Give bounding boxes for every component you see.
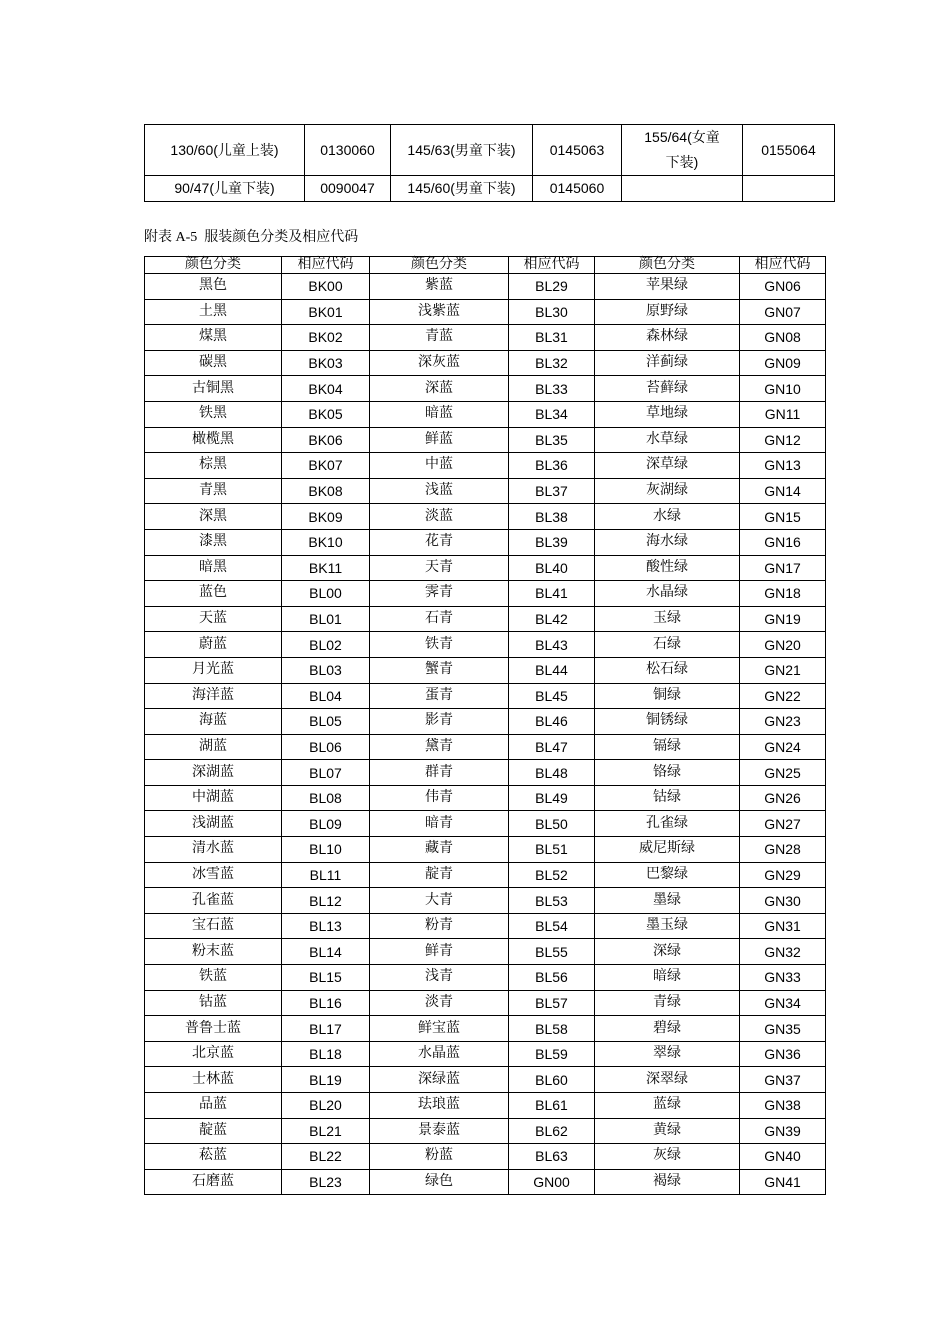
color-code-cell: BL54 (509, 913, 595, 939)
table-row (145, 1144, 826, 1170)
color-name-cell: 天青 (370, 555, 509, 581)
table-row (145, 657, 826, 683)
color-name-cell: 湖蓝 (145, 734, 282, 760)
table-row (145, 913, 826, 939)
color-code-cell: BK08 (282, 478, 370, 504)
color-code-cell: BL53 (509, 888, 595, 914)
color-code-cell: BL50 (509, 811, 595, 837)
color-code-cell: BL61 (509, 1093, 595, 1119)
table-row (145, 837, 826, 863)
color-name-cell: 蔚蓝 (145, 632, 282, 658)
color-code-cell: BL47 (509, 734, 595, 760)
color-name-cell: 原野绿 (595, 299, 740, 325)
table-row (145, 939, 826, 965)
color-code-cell: GN39 (740, 1118, 826, 1144)
color-name-cell: 浅湖蓝 (145, 811, 282, 837)
table-header-row (145, 257, 826, 274)
color-name-cell: 蓝色 (145, 581, 282, 607)
table-row (145, 1067, 826, 1093)
color-code-cell: BL00 (282, 581, 370, 607)
table-caption: 附表 A-5 服装颜色分类及相应代码 (144, 230, 359, 245)
color-name-cell: 士林蓝 (145, 1067, 282, 1093)
color-name-cell: 深湖蓝 (145, 760, 282, 786)
table-row (145, 376, 826, 402)
color-name-cell: 群青 (370, 760, 509, 786)
color-name-cell: 巴黎绿 (595, 862, 740, 888)
color-name-cell: 草地绿 (595, 401, 740, 427)
color-code-cell: GN36 (740, 1041, 826, 1067)
color-code-cell: GN34 (740, 990, 826, 1016)
color-code-cell: GN07 (740, 299, 826, 325)
color-name-cell: 藏青 (370, 837, 509, 863)
color-name-cell: 浅蓝 (370, 478, 509, 504)
color-code-cell: BL03 (282, 657, 370, 683)
color-code-cell: BL17 (282, 1016, 370, 1042)
color-code-cell: BL60 (509, 1067, 595, 1093)
color-name-cell: 水绿 (595, 504, 740, 530)
color-name-cell: 水草绿 (595, 427, 740, 453)
color-code-cell: BL34 (509, 401, 595, 427)
color-name-cell: 普鲁士蓝 (145, 1016, 282, 1042)
color-name-cell: 灰绿 (595, 1144, 740, 1170)
size-label-cell: 155/64(女童下装) (622, 125, 743, 176)
table-row (145, 401, 826, 427)
color-code-table (144, 256, 826, 1195)
color-code-cell: GN11 (740, 401, 826, 427)
color-code-cell: BL63 (509, 1144, 595, 1170)
color-name-cell: 铁蓝 (145, 965, 282, 991)
color-name-cell: 墨绿 (595, 888, 740, 914)
table-row (145, 990, 826, 1016)
color-name-cell: 古铜黑 (145, 376, 282, 402)
color-code-cell: BL22 (282, 1144, 370, 1170)
header-code: 相应代码 (282, 257, 370, 274)
table-row (145, 683, 826, 709)
color-name-cell: 碧绿 (595, 1016, 740, 1042)
color-code-cell: GN12 (740, 427, 826, 453)
color-name-cell: 洋蓟绿 (595, 350, 740, 376)
color-name-cell: 清水蓝 (145, 837, 282, 863)
color-code-cell: BL52 (509, 862, 595, 888)
color-code-cell: GN10 (740, 376, 826, 402)
color-code-cell: BK00 (282, 274, 370, 300)
color-name-cell: 大青 (370, 888, 509, 914)
table-row (145, 785, 826, 811)
size-label-cell: 90/47(儿童下装) (145, 176, 305, 202)
color-name-cell: 靛蓝 (145, 1118, 282, 1144)
color-name-cell: 深翠绿 (595, 1067, 740, 1093)
color-code-cell: BL10 (282, 837, 370, 863)
color-code-cell: BL58 (509, 1016, 595, 1042)
header-color-category: 颜色分类 (370, 257, 509, 274)
color-name-cell: 蓝绿 (595, 1093, 740, 1119)
color-code-cell: BL38 (509, 504, 595, 530)
table-row (145, 529, 826, 555)
color-code-cell: GN35 (740, 1016, 826, 1042)
color-name-cell: 钴绿 (595, 785, 740, 811)
table-row (145, 1093, 826, 1119)
color-name-cell: 墨玉绿 (595, 913, 740, 939)
table-row (145, 709, 826, 735)
table-row (145, 1041, 826, 1067)
color-name-cell: 苔藓绿 (595, 376, 740, 402)
color-name-cell: 青黑 (145, 478, 282, 504)
color-name-cell: 石磨蓝 (145, 1169, 282, 1195)
color-name-cell: 孔雀蓝 (145, 888, 282, 914)
color-name-cell: 暗黑 (145, 555, 282, 581)
color-code-cell: GN31 (740, 913, 826, 939)
color-code-cell: GN17 (740, 555, 826, 581)
size-code-cell: 0145060 (533, 176, 622, 202)
color-name-cell: 淡蓝 (370, 504, 509, 530)
color-code-cell: BK09 (282, 504, 370, 530)
color-name-cell: 松石绿 (595, 657, 740, 683)
color-name-cell: 蛋青 (370, 683, 509, 709)
table-row (145, 734, 826, 760)
color-code-cell: BK04 (282, 376, 370, 402)
color-code-cell: BK06 (282, 427, 370, 453)
color-code-cell: GN37 (740, 1067, 826, 1093)
color-code-cell: BL43 (509, 632, 595, 658)
color-code-cell: BL48 (509, 760, 595, 786)
color-name-cell: 霁青 (370, 581, 509, 607)
color-code-cell: BL20 (282, 1093, 370, 1119)
color-code-cell: GN23 (740, 709, 826, 735)
color-name-cell: 粉青 (370, 913, 509, 939)
color-name-cell: 菘蓝 (145, 1144, 282, 1170)
color-name-cell: 水晶绿 (595, 581, 740, 607)
color-name-cell: 月光蓝 (145, 657, 282, 683)
color-name-cell: 品蓝 (145, 1093, 282, 1119)
color-name-cell: 粉蓝 (370, 1144, 509, 1170)
color-name-cell: 棕黑 (145, 453, 282, 479)
color-code-cell: BL08 (282, 785, 370, 811)
header-color-category: 颜色分类 (145, 257, 282, 274)
color-code-cell: BL32 (509, 350, 595, 376)
color-name-cell: 威尼斯绿 (595, 837, 740, 863)
color-name-cell: 伟青 (370, 785, 509, 811)
color-code-cell: BK01 (282, 299, 370, 325)
color-name-cell: 玉绿 (595, 606, 740, 632)
color-code-cell: BL04 (282, 683, 370, 709)
color-name-cell: 黛青 (370, 734, 509, 760)
table-row (145, 325, 826, 351)
color-code-cell: BL39 (509, 529, 595, 555)
color-name-cell: 青绿 (595, 990, 740, 1016)
color-code-cell: GN15 (740, 504, 826, 530)
color-code-cell: BL11 (282, 862, 370, 888)
color-name-cell: 北京蓝 (145, 1041, 282, 1067)
color-code-cell: BL62 (509, 1118, 595, 1144)
color-code-cell: BL19 (282, 1067, 370, 1093)
size-label-cell: 145/60(男童下装) (391, 176, 533, 202)
color-name-cell: 酸性绿 (595, 555, 740, 581)
color-code-cell: GN20 (740, 632, 826, 658)
color-code-cell: GN00 (509, 1169, 595, 1195)
color-code-cell: BL21 (282, 1118, 370, 1144)
color-name-cell: 珐琅蓝 (370, 1093, 509, 1119)
color-code-cell: BL01 (282, 606, 370, 632)
color-name-cell: 煤黑 (145, 325, 282, 351)
color-code-cell: BK05 (282, 401, 370, 427)
color-name-cell: 石青 (370, 606, 509, 632)
color-code-cell: BL56 (509, 965, 595, 991)
color-code-cell: GN41 (740, 1169, 826, 1195)
color-name-cell: 黑色 (145, 274, 282, 300)
color-name-cell: 黄绿 (595, 1118, 740, 1144)
color-name-cell: 影青 (370, 709, 509, 735)
table-row (145, 965, 826, 991)
color-name-cell: 浅青 (370, 965, 509, 991)
color-name-cell: 铜绿 (595, 683, 740, 709)
color-name-cell: 孔雀绿 (595, 811, 740, 837)
color-name-cell: 深绿 (595, 939, 740, 965)
color-code-cell: BL55 (509, 939, 595, 965)
table-row (145, 1016, 826, 1042)
color-name-cell: 鲜蓝 (370, 427, 509, 453)
color-name-cell: 海蓝 (145, 709, 282, 735)
color-code-cell: GN25 (740, 760, 826, 786)
color-code-cell: BL36 (509, 453, 595, 479)
color-code-cell: BL44 (509, 657, 595, 683)
color-code-cell: BK03 (282, 350, 370, 376)
color-code-cell: GN08 (740, 325, 826, 351)
header-color-category: 颜色分类 (595, 257, 740, 274)
color-name-cell: 绿色 (370, 1169, 509, 1195)
size-code-table (144, 124, 835, 202)
size-code-cell: 0130060 (305, 125, 391, 176)
color-name-cell: 中蓝 (370, 453, 509, 479)
color-code-cell: BL51 (509, 837, 595, 863)
table-row (145, 478, 826, 504)
color-code-cell: GN09 (740, 350, 826, 376)
color-code-cell: BL09 (282, 811, 370, 837)
color-name-cell: 冰雪蓝 (145, 862, 282, 888)
size-code-cell: 0090047 (305, 176, 391, 202)
size-code-cell (743, 176, 835, 202)
color-code-cell: BL23 (282, 1169, 370, 1195)
color-code-cell: GN14 (740, 478, 826, 504)
color-code-cell: BL37 (509, 478, 595, 504)
color-code-cell: BL15 (282, 965, 370, 991)
color-code-cell: BK07 (282, 453, 370, 479)
color-code-cell: BL29 (509, 274, 595, 300)
color-code-cell: GN13 (740, 453, 826, 479)
color-code-cell: GN32 (740, 939, 826, 965)
color-name-cell: 翠绿 (595, 1041, 740, 1067)
color-code-cell: GN19 (740, 606, 826, 632)
color-code-cell: GN21 (740, 657, 826, 683)
color-name-cell: 镉绿 (595, 734, 740, 760)
table-row (145, 888, 826, 914)
color-code-cell: GN27 (740, 811, 826, 837)
color-code-cell: BL49 (509, 785, 595, 811)
color-name-cell: 深蓝 (370, 376, 509, 402)
color-name-cell: 碳黑 (145, 350, 282, 376)
color-name-cell: 浅紫蓝 (370, 299, 509, 325)
color-code-cell: GN06 (740, 274, 826, 300)
color-code-cell: GN40 (740, 1144, 826, 1170)
color-code-cell: GN18 (740, 581, 826, 607)
color-code-cell: GN16 (740, 529, 826, 555)
color-name-cell: 深黑 (145, 504, 282, 530)
color-code-cell: BL02 (282, 632, 370, 658)
color-name-cell: 水晶蓝 (370, 1041, 509, 1067)
color-name-cell: 铬绿 (595, 760, 740, 786)
table-row (145, 606, 826, 632)
color-name-cell: 土黑 (145, 299, 282, 325)
table-row (145, 811, 826, 837)
color-code-cell: BL40 (509, 555, 595, 581)
color-name-cell: 天蓝 (145, 606, 282, 632)
color-code-cell: BL57 (509, 990, 595, 1016)
color-name-cell: 铜锈绿 (595, 709, 740, 735)
color-code-cell: GN26 (740, 785, 826, 811)
header-code: 相应代码 (740, 257, 826, 274)
color-code-cell: GN28 (740, 837, 826, 863)
color-code-cell: GN33 (740, 965, 826, 991)
table-row (145, 1169, 826, 1195)
color-code-cell: BK10 (282, 529, 370, 555)
color-name-cell: 灰湖绿 (595, 478, 740, 504)
color-name-cell: 铁青 (370, 632, 509, 658)
color-code-cell: BL45 (509, 683, 595, 709)
color-code-cell: BL13 (282, 913, 370, 939)
table-row (145, 274, 826, 300)
color-name-cell: 褐绿 (595, 1169, 740, 1195)
size-label-cell: 145/63(男童下装) (391, 125, 533, 176)
color-name-cell: 橄榄黑 (145, 427, 282, 453)
color-code-cell: BL16 (282, 990, 370, 1016)
color-name-cell: 暗蓝 (370, 401, 509, 427)
color-name-cell: 深草绿 (595, 453, 740, 479)
color-name-cell: 蟹青 (370, 657, 509, 683)
color-name-cell: 鲜青 (370, 939, 509, 965)
header-code: 相应代码 (509, 257, 595, 274)
table-row (145, 299, 826, 325)
table-row (145, 504, 826, 530)
color-code-cell: BL31 (509, 325, 595, 351)
color-name-cell: 花青 (370, 529, 509, 555)
color-name-cell: 景泰蓝 (370, 1118, 509, 1144)
color-code-cell: BL07 (282, 760, 370, 786)
color-name-cell: 靛青 (370, 862, 509, 888)
color-code-cell: BL05 (282, 709, 370, 735)
color-name-cell: 暗绿 (595, 965, 740, 991)
color-code-cell: BL35 (509, 427, 595, 453)
color-code-cell: GN38 (740, 1093, 826, 1119)
color-name-cell: 深绿蓝 (370, 1067, 509, 1093)
table-row (145, 760, 826, 786)
table-row (145, 125, 835, 176)
color-name-cell: 苹果绿 (595, 274, 740, 300)
color-code-cell: GN30 (740, 888, 826, 914)
table-row (145, 555, 826, 581)
color-code-cell: BL30 (509, 299, 595, 325)
color-code-cell: BL18 (282, 1041, 370, 1067)
table-row (145, 427, 826, 453)
color-name-cell: 漆黑 (145, 529, 282, 555)
color-name-cell: 森林绿 (595, 325, 740, 351)
color-name-cell: 青蓝 (370, 325, 509, 351)
color-code-cell: BK11 (282, 555, 370, 581)
table-row (145, 581, 826, 607)
color-name-cell: 钴蓝 (145, 990, 282, 1016)
table-row (145, 176, 835, 202)
color-name-cell: 粉末蓝 (145, 939, 282, 965)
table-row (145, 632, 826, 658)
color-name-cell: 铁黑 (145, 401, 282, 427)
color-code-cell: BL46 (509, 709, 595, 735)
color-code-cell: BL41 (509, 581, 595, 607)
table-row (145, 350, 826, 376)
size-code-cell: 0145063 (533, 125, 622, 176)
color-code-cell: BL12 (282, 888, 370, 914)
color-name-cell: 宝石蓝 (145, 913, 282, 939)
color-code-cell: GN24 (740, 734, 826, 760)
size-label-cell: 130/60(儿童上装) (145, 125, 305, 176)
color-code-cell: BL14 (282, 939, 370, 965)
color-name-cell: 石绿 (595, 632, 740, 658)
color-name-cell: 紫蓝 (370, 274, 509, 300)
color-code-cell: GN29 (740, 862, 826, 888)
color-code-cell: BL42 (509, 606, 595, 632)
size-label-cell (622, 176, 743, 202)
color-name-cell: 海洋蓝 (145, 683, 282, 709)
color-name-cell: 深灰蓝 (370, 350, 509, 376)
color-name-cell: 暗青 (370, 811, 509, 837)
color-name-cell: 淡青 (370, 990, 509, 1016)
color-code-cell: BL33 (509, 376, 595, 402)
table-row (145, 453, 826, 479)
color-code-cell: BL06 (282, 734, 370, 760)
table-row (145, 1118, 826, 1144)
size-code-cell: 0155064 (743, 125, 835, 176)
color-name-cell: 中湖蓝 (145, 785, 282, 811)
table-row (145, 862, 826, 888)
color-code-cell: BL59 (509, 1041, 595, 1067)
color-name-cell: 海水绿 (595, 529, 740, 555)
color-code-cell: BK02 (282, 325, 370, 351)
color-name-cell: 鲜宝蓝 (370, 1016, 509, 1042)
color-code-cell: GN22 (740, 683, 826, 709)
